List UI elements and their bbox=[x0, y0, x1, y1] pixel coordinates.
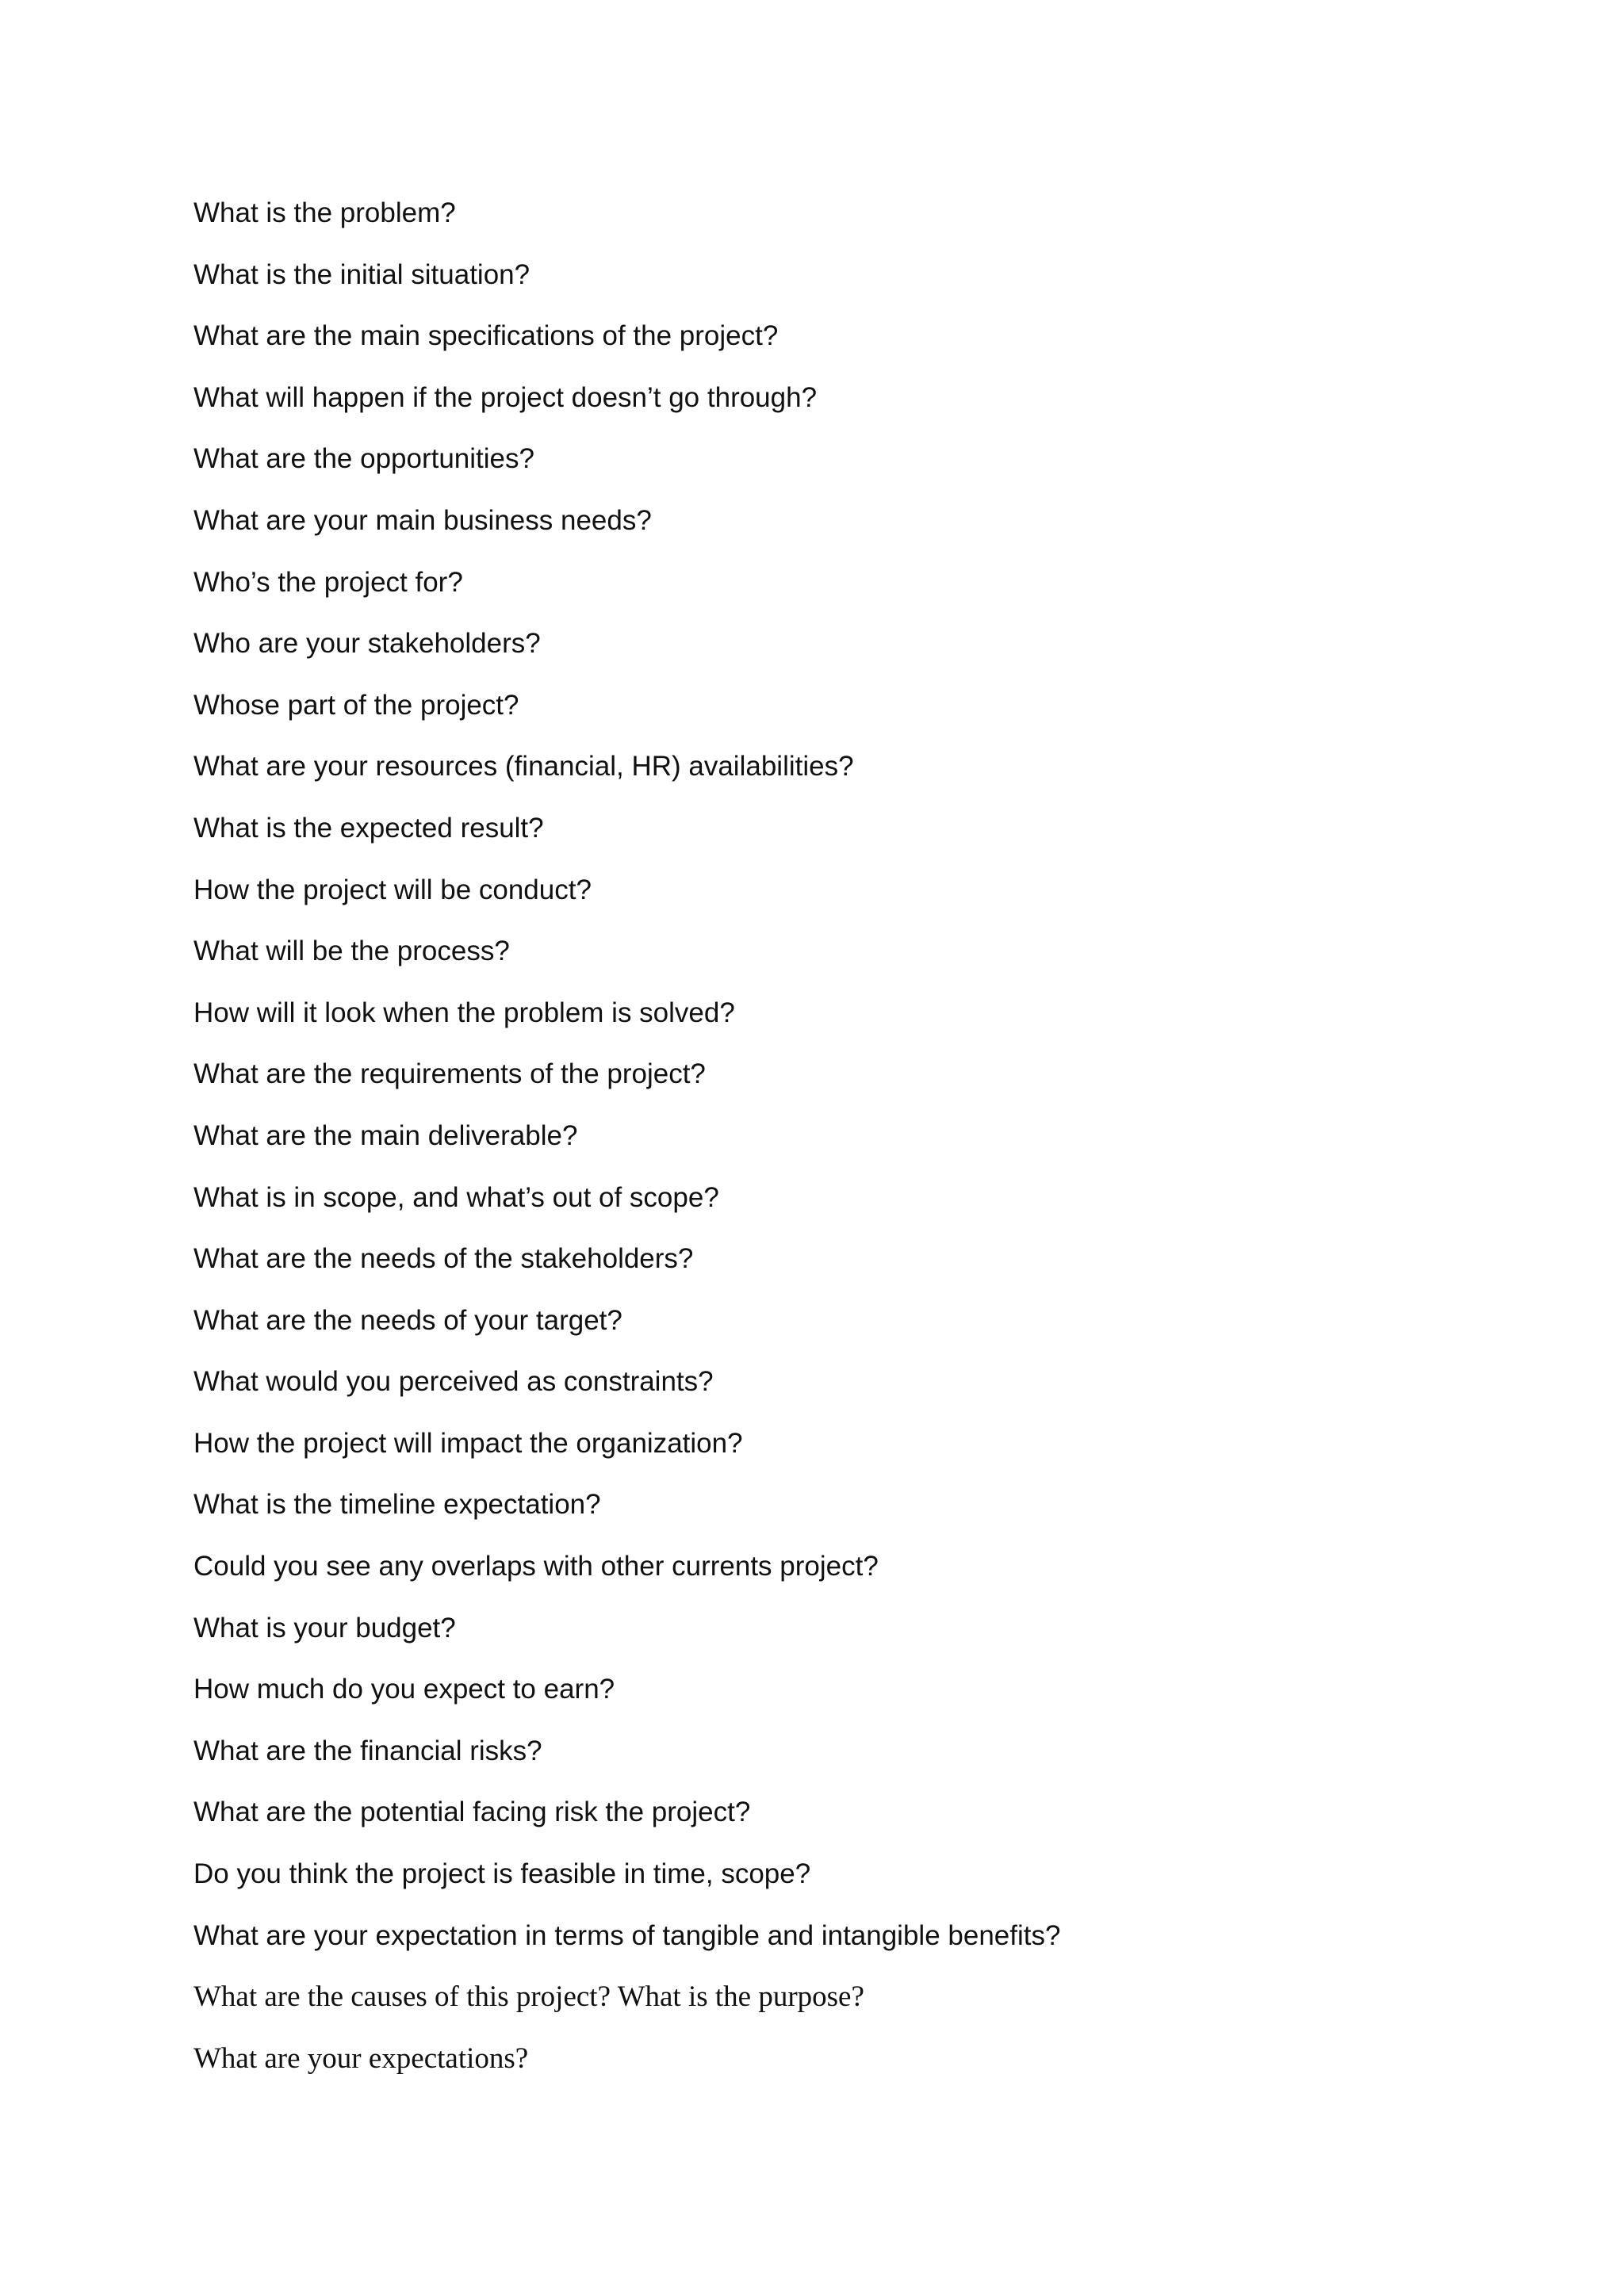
question-item: Who’s the project for? bbox=[193, 566, 463, 598]
question-item: What are the potential facing risk the project? bbox=[193, 1797, 751, 1828]
question-item: What are your resources (financial, HR) availabilities? bbox=[193, 751, 854, 783]
question-item: What is in scope, and what’s out of scope? bbox=[193, 1181, 719, 1213]
question-item: What are the financial risks? bbox=[193, 1735, 542, 1766]
question-item: What are your main business needs? bbox=[193, 504, 652, 536]
question-item: How the project will be conduct? bbox=[193, 874, 592, 905]
question-item: What will be the process? bbox=[193, 936, 510, 967]
question-item: What is the problem? bbox=[193, 197, 456, 228]
question-item: Who are your stakeholders? bbox=[193, 628, 541, 660]
question-item: What are the main deliverable? bbox=[193, 1119, 578, 1151]
question-item: How the project will impact the organization? bbox=[193, 1427, 743, 1459]
question-list bbox=[193, 193, 1060, 2100]
question-item: What is the timeline expectation? bbox=[193, 1489, 601, 1521]
question-item: What are the causes of this project? What is the purpose? bbox=[193, 1980, 864, 2014]
question-item: What are the requirements of the project? bbox=[193, 1058, 706, 1090]
question-item: How will it look when the problem is solved? bbox=[193, 997, 735, 1028]
question-item: What is your budget? bbox=[193, 1612, 456, 1644]
question-item: What are the needs of the stakeholders? bbox=[193, 1243, 694, 1275]
question-item: How much do you expect to earn? bbox=[193, 1674, 615, 1705]
question-item: Do you think the project is feasible in time, scope? bbox=[193, 1858, 811, 1890]
question-item: What will happen if the project doesn’t go through? bbox=[193, 381, 818, 413]
question-item: What are your expectations? bbox=[193, 2042, 529, 2075]
question-item: What is the expected result? bbox=[193, 812, 544, 844]
question-item: What are the opportunities? bbox=[193, 443, 534, 475]
question-item: What are your expectation in terms of tangible and intangible benefits? bbox=[193, 1919, 1061, 1951]
question-item: Whose part of the project? bbox=[193, 689, 519, 721]
question-item: What would you perceived as constraints? bbox=[193, 1366, 714, 1398]
question-item: What is the initial situation? bbox=[193, 258, 530, 290]
question-item: Could you see any overlaps with other currents project? bbox=[193, 1551, 879, 1582]
question-item: What are the needs of your target? bbox=[193, 1304, 622, 1336]
question-item: What are the main specifications of the project? bbox=[193, 320, 779, 352]
